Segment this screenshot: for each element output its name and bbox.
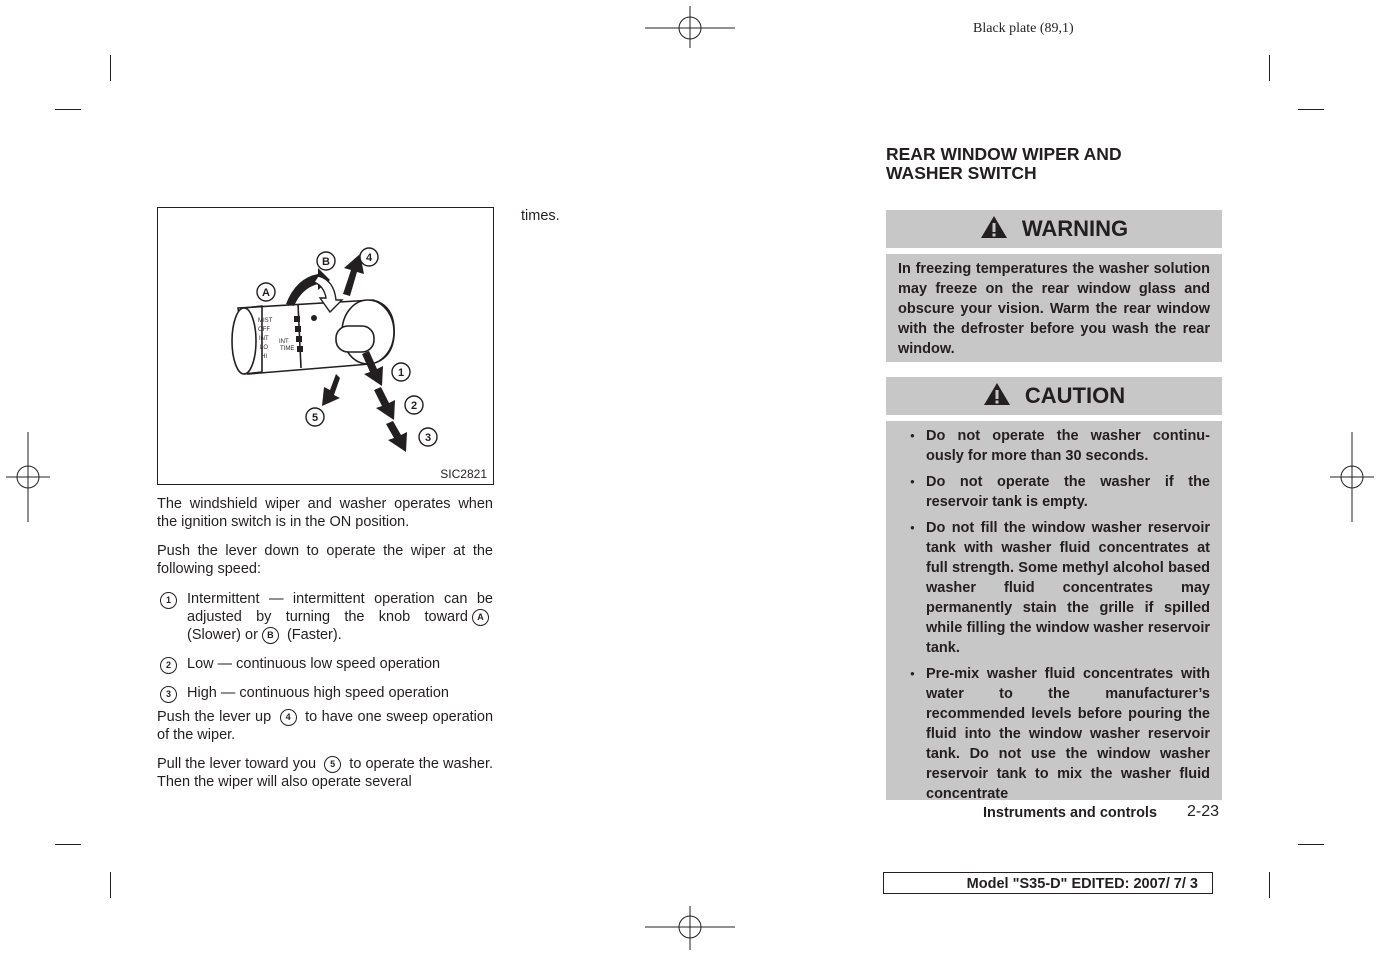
dial-label: LO [260, 345, 269, 351]
figure-label-a: A [262, 287, 270, 299]
crop-mark [110, 55, 111, 81]
item-number: 3 [160, 686, 177, 703]
dial-label: INT [259, 336, 269, 342]
ref-mark-5: 5 [324, 756, 341, 773]
warning-text: In freezing temperatures the washer solution may freeze on the rear window glass and obscure your vision. Warm the rear window with the defroster before you wash the rear window. [886, 254, 1222, 362]
registration-mark-right [1330, 432, 1374, 522]
section-title-line: WASHER SWITCH [886, 163, 1037, 183]
paragraph-text: Push the lever up [157, 709, 272, 725]
registration-mark-top [645, 6, 735, 48]
warning-triangle-icon [980, 215, 1008, 239]
crop-mark [1298, 844, 1324, 845]
registration-mark-bottom [645, 906, 735, 950]
knob-label: TIME [280, 346, 295, 352]
figure-label-5: 5 [311, 412, 319, 424]
plate-label: Black plate (89,1) [973, 21, 1074, 36]
item-number: 1 [160, 592, 177, 609]
caution-item: ● Pre-mix washer fluid concentrates with water to the manufacturer’s recommended levels before pouring the fluid into the window washer reservoir tank. Do not use the window washer reservoir tank to mix the washer fluid concentrate [898, 664, 1210, 800]
ref-mark-4: 4 [280, 709, 297, 726]
paragraph-push-up [157, 708, 493, 744]
wiper-lever-illustration [158, 208, 493, 484]
figure-label-3: 3 [424, 432, 432, 444]
caution-heading: CAUTION [1024, 383, 1126, 408]
list-item-intermittent [157, 590, 493, 644]
caution-item: ● Do not operate the washer continu- ously for more than 30 seconds. [898, 426, 1210, 466]
item-text: High — continuous high speed operation [187, 685, 449, 701]
list-item-high [157, 684, 493, 702]
caution-triangle-icon [983, 382, 1011, 406]
crop-mark [55, 109, 81, 110]
crop-mark [1298, 109, 1324, 110]
dial-label: OFF [258, 327, 270, 333]
page-number: 2-23 [1187, 803, 1220, 820]
warning-heading: WARNING [1021, 216, 1129, 241]
continued-text: times. [521, 208, 560, 224]
crop-mark [55, 844, 81, 845]
paragraph-text: Pull the lever toward you [157, 756, 317, 772]
paragraph-push-down: Push the lever down to operate the wiper at the following speed: [157, 543, 493, 577]
dial-label: HI [261, 354, 267, 360]
paragraph-operation: The windshield wiper and washer operates when the ignition switch is in the ON position. [157, 496, 493, 530]
wiper-lever-figure [157, 207, 494, 485]
caution-item: ● Do not fill the window washer reservoir tank with washer fluid concentrates at full strength. Some methyl alcohol based washer fluid concentrates may permanently stain the grille if spilled while filling the window washer reservoir tank. [898, 518, 1210, 658]
knob-label: INT [279, 339, 289, 345]
registration-mark-left [6, 432, 50, 522]
item-text: (Faster). [286, 627, 342, 643]
footer-section-name: Instruments and controls [983, 805, 1158, 821]
ref-mark-b: B [262, 627, 279, 644]
paragraph-text: to have one sweep operation of the wiper. [157, 709, 494, 743]
caution-item: ● Do not operate the washer if the reservoir tank is empty. [898, 472, 1210, 512]
section-title-line: REAR WINDOW WIPER AND [886, 144, 1122, 164]
crop-mark [110, 872, 111, 898]
item-text: (Slower) or [187, 627, 258, 643]
caution-list [886, 421, 1222, 800]
figure-label-b: B [322, 256, 330, 268]
figure-code: SIC2821 [440, 467, 487, 481]
list-item-low [157, 655, 493, 673]
crop-mark [1269, 872, 1270, 898]
figure-label-4: 4 [365, 252, 373, 264]
item-text: Intermittent — intermittent operation can be adjusted by turning the knob toward [187, 591, 493, 625]
figure-label-2: 2 [410, 400, 418, 412]
item-number: 2 [160, 657, 177, 674]
ref-mark-a: A [472, 609, 489, 626]
paragraph-pull [157, 755, 493, 791]
dial-label: MIST [258, 318, 273, 324]
figure-label-1: 1 [397, 367, 405, 379]
caution-header [886, 377, 1222, 415]
section-title [886, 145, 1186, 183]
model-edit-box: Model "S35-D" EDITED: 2007/ 7/ 3 [883, 872, 1213, 894]
paragraph-text: to operate the washer. Then the wiper will also operate several [157, 756, 494, 790]
item-text: Low — continuous low speed operation [187, 656, 441, 672]
warning-header [886, 210, 1222, 248]
crop-mark [1269, 55, 1270, 81]
